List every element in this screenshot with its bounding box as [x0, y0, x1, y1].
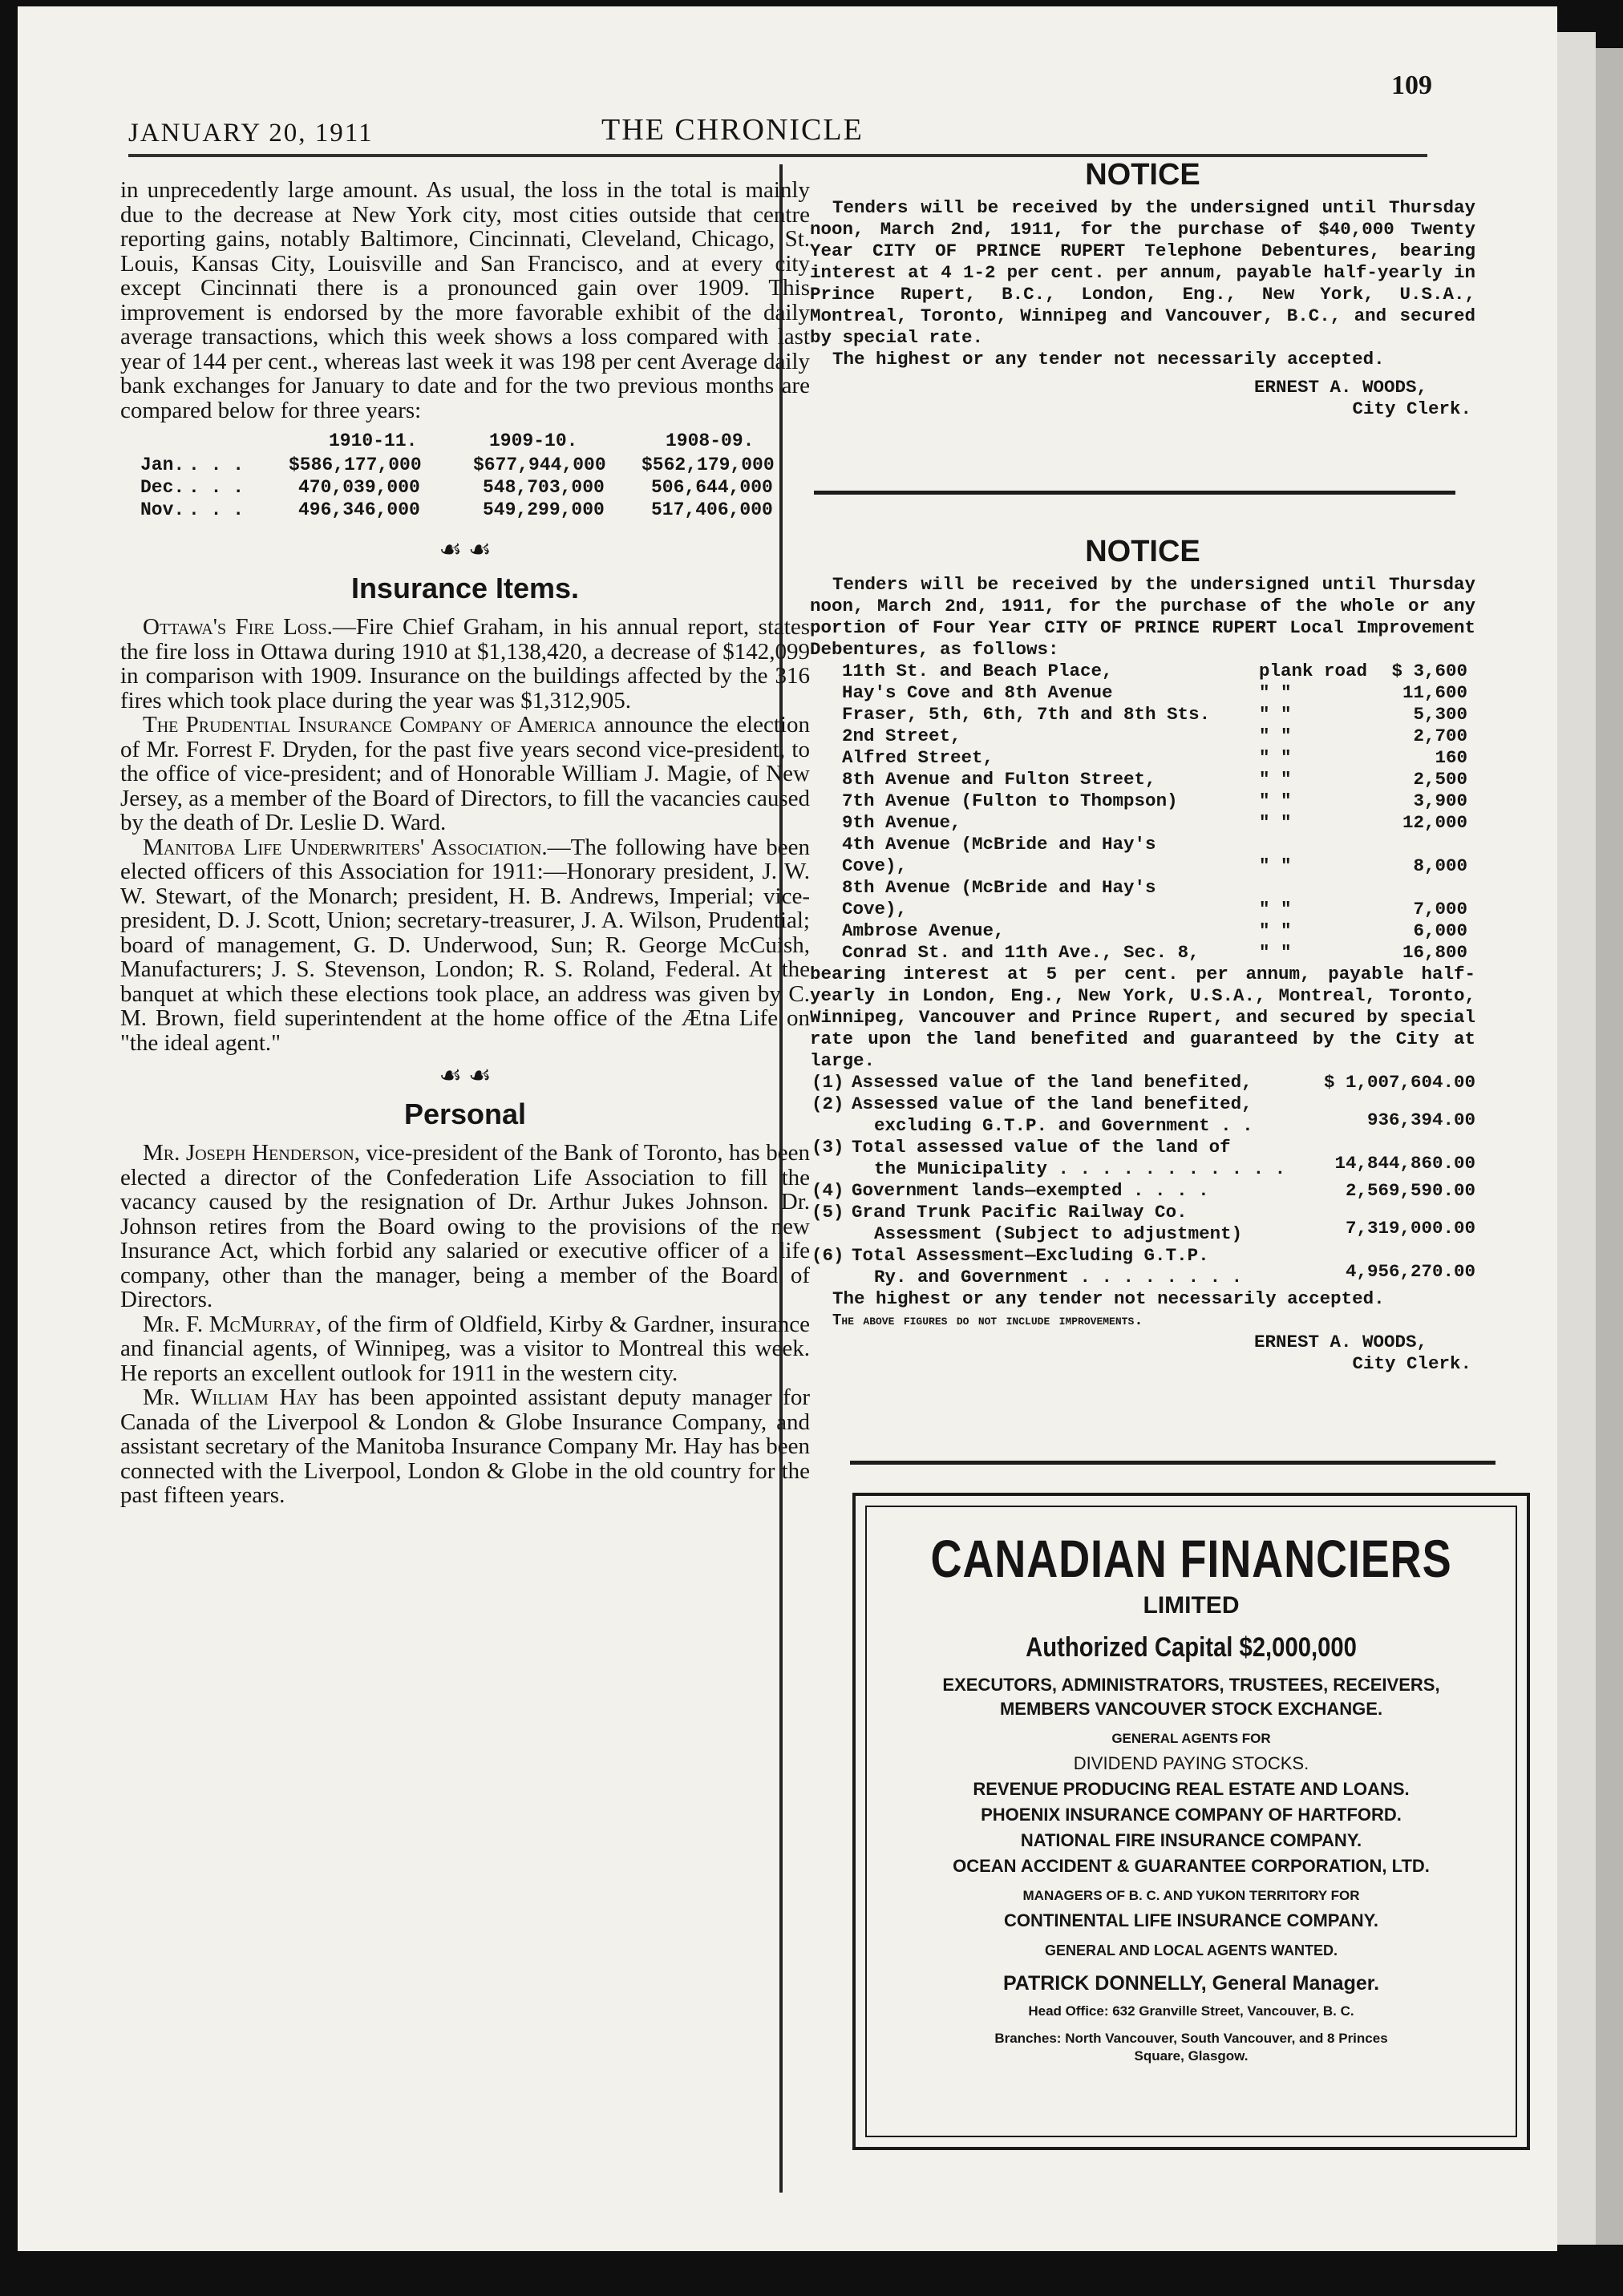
ad-managers: MANAGERS OF B. C. AND YUKON TERRITORY FOR — [1022, 1888, 1360, 1903]
valuation-number: (6) — [812, 1245, 844, 1266]
valuation-label: Grand Trunk Pacific Railway Co. — [852, 1202, 1188, 1223]
valuation-amount: $ 1,007,604.00 — [1323, 1072, 1475, 1093]
ad-continental: CONTINENTAL LIFE INSURANCE COMPANY. — [1004, 1910, 1378, 1930]
valuation-label: Government lands—exempted . . . . — [852, 1180, 1209, 1201]
ad-branches: Square, Glasgow. — [1134, 2048, 1249, 2064]
debenture-row — [810, 726, 1475, 747]
valuation-amount: 2,569,590.00 — [1345, 1180, 1475, 1201]
ad-general-agents: GENERAL AGENTS FOR — [1111, 1731, 1271, 1746]
debenture-row — [810, 704, 1475, 726]
ottawa-fire-item: Ottawa's Fire Loss.—Fire Chief Graham, in his annual report, states the fire loss in Ottawa during 1910 at $1,138,420, a decrease of $142,099 in comparison with 1909. Insurance on the buildings affected by the 316 fires which took place during the year was $1,312,905. — [120, 614, 810, 713]
prudential-item: The Prudential Insurance Company of America announce the election of Mr. Forrest F. Dryden, for the past five years second vice-president, to the office of vice-president; and of Honorable William J. Magie, of New Jersey, as a member of the Board of Directors, to fill the vacancies caused by the death of Dr. Leslie D. Ward. — [120, 712, 810, 835]
debenture-amount: 12,000 — [1402, 812, 1467, 833]
ad-agency: OCEAN ACCIDENT & GUARANTEE CORPORATION, LTD. — [953, 1856, 1430, 1876]
valuation-number: (2) — [812, 1093, 844, 1114]
debenture-amount: 2,500 — [1413, 769, 1467, 790]
debenture-row — [810, 834, 1475, 855]
debenture-street: 9th Avenue, — [842, 812, 961, 833]
debenture-street: Ambrose Avenue, — [842, 920, 1005, 941]
signer-title: City Clerk. — [1352, 398, 1471, 419]
ad-capital: Authorized Capital $2,000,000 — [1026, 1632, 1357, 1663]
debenture-row — [810, 661, 1475, 682]
cell: 517,406,000 — [651, 499, 773, 520]
cell: $586,177,000 — [289, 455, 422, 475]
cell: 470,039,000 — [298, 477, 420, 498]
valuation-amount: 936,394.00 — [1366, 1110, 1475, 1130]
debenture-type: " " — [1259, 704, 1292, 725]
ad-head-office: Head Office: 632 Granville Street, Vancouver, B. C. — [1028, 2003, 1354, 2019]
exchanges-paragraph: in unprecedently large amount. As usual, the loss in the total is mainly due to the decrease at New York city, most cities outside that centre reporting gains, notably Baltimore, Cincinnati, Cleveland, Chicago, St. Louis, Kansas City, Louisville and San Francisco, and at every city except Cincinnati there is a pronounced gain over 1909. This improvement is endorsed by the more favorable exhibit of the daily average transactions, which this week shows a loss compared with last year of 144 per cent., whereas last week it was 198 per cent Average daily bank exchanges for January to date and for the two previous months are compared below for three years: — [120, 177, 810, 423]
section-ornament: ☙ ☙ — [439, 1061, 492, 1089]
debenture-amount: $ 3,600 — [1391, 661, 1467, 681]
valuation-row — [810, 1072, 1475, 1093]
col-header-1909: 1909-10. — [489, 430, 578, 451]
personal-heading: Personal — [403, 1097, 527, 1130]
valuation-row — [810, 1202, 1475, 1245]
binding-shadow — [1596, 48, 1623, 2245]
notice-closing: The highest or any tender not necessarily accepted. — [832, 349, 1385, 370]
exchanges-table: 1910-11. 1909-10. 1908-09. Jan. . . . $586,177,000 $677,944,000 $562,179,000 Dec. . . . 470,039,000 548,703,000 506,644,000 Nov. . . . 496,346,000 549,299,000 517,406,000 — [120, 429, 810, 529]
section-ornament: ☙ ☙ — [439, 535, 492, 564]
notice-caveat: The above figures do not include improvements. — [832, 1312, 1143, 1329]
ad-roles: EXECUTORS, ADMINISTRATORS, TRUSTEES, RECEIVERS, — [942, 1675, 1440, 1695]
cell: 548,703,000 — [483, 477, 605, 498]
valuation-row — [810, 1093, 1475, 1137]
debenture-amount: 11,600 — [1402, 682, 1467, 703]
debenture-street: Conrad St. and 11th Ave., Sec. 8, — [842, 942, 1200, 963]
signer-name: ERNEST A. WOODS, — [1253, 1332, 1427, 1352]
debenture-type: " " — [1259, 942, 1292, 963]
debenture-street: Alfred Street, — [842, 747, 994, 768]
debenture-type: " " — [1259, 855, 1292, 876]
debenture-row — [810, 769, 1475, 790]
valuation-number: (3) — [812, 1137, 844, 1158]
debenture-type: " " — [1259, 769, 1292, 790]
valuation-row — [810, 1137, 1475, 1180]
debenture-amount: 5,300 — [1413, 704, 1467, 725]
debenture-type: " " — [1259, 920, 1292, 941]
notice-body: Tenders will be received by the undersigned until Thursday noon, March 2nd, 1911, for the purchase of $40,000 Twenty Year CITY OF PRINCE RUPERT Telephone Debentures, bearing interest at 4 1-2 per cent. per annum, payable half-yearly in Prince Rupert, B.C., London, Eng., New York, U.S.A., Montreal, Toronto, Winnipeg and Vancouver, B.C., and secured by special rate. — [810, 197, 1475, 348]
ad-agency: REVENUE PRODUCING REAL ESTATE AND LOANS. — [973, 1779, 1410, 1799]
debenture-type: " " — [1259, 899, 1292, 920]
debenture-list — [810, 661, 1475, 964]
debenture-type: " " — [1259, 726, 1292, 746]
debenture-street: 4th Avenue (McBride and Hay's — [842, 834, 1156, 855]
valuation-list — [810, 1072, 1475, 1288]
debenture-street: 7th Avenue (Fulton to Thompson) — [842, 790, 1178, 811]
signer-name: ERNEST A. WOODS, — [1253, 377, 1427, 398]
mcmurray-item: Mr. F. McMurray, of the firm of Oldfield, Kirby & Gardner, insurance and financial agents, of Winnipeg, was a visitor to Montreal this week. He reports an excellent outlook for 1911 in the western city. — [120, 1311, 810, 1386]
debenture-row — [810, 899, 1475, 920]
ad-agency: DIVIDEND PAYING STOCKS. — [1073, 1753, 1309, 1773]
debenture-type: plank road — [1259, 661, 1368, 681]
page-edge — [1557, 32, 1596, 2245]
debenture-type: " " — [1259, 682, 1292, 703]
debenture-street: Fraser, 5th, 6th, 7th and 8th Sts. — [842, 704, 1211, 725]
col-header-1908: 1908-09. — [666, 430, 755, 451]
valuation-label: Assessed value of the land benefited, — [852, 1072, 1253, 1093]
valuation-number: (1) — [812, 1072, 844, 1093]
debenture-amount: 2,700 — [1413, 726, 1467, 746]
valuation-number: (4) — [812, 1180, 844, 1201]
header-rule — [128, 154, 1427, 157]
henderson-item: Mr. Joseph Henderson, vice-president of the Bank of Toronto, has been elected a director of the Confederation Life Association to fill the vacancy caused by the resignation of Dr. Arthur Jukes Johnson. Dr. Johnson retires from the Board owing to the provisions of the new Insurance Act, which forbid any salaried or executive officer of a life company, other than the manager, being a member of the Board of Directors. — [120, 1140, 810, 1312]
debenture-row — [810, 855, 1475, 877]
debenture-street: 8th Avenue and Fulton Street, — [842, 769, 1156, 790]
ad-limited: LIMITED — [1143, 1592, 1240, 1619]
valuation-label: Assessed value of the land benefited, — [852, 1093, 1253, 1114]
debenture-amount: 160 — [1435, 747, 1467, 768]
debenture-street: 8th Avenue (McBride and Hay's — [842, 877, 1156, 898]
debenture-amount: 7,000 — [1413, 899, 1467, 920]
valuation-amount: 4,956,270.00 — [1345, 1261, 1475, 1282]
signer-title: City Clerk. — [1352, 1353, 1471, 1374]
valuation-label-cont: Assessment (Subject to adjustment) — [874, 1223, 1243, 1244]
cell: $677,944,000 — [473, 455, 606, 475]
issue-date: JANUARY 20, 1911 — [128, 119, 374, 148]
notice-divider — [814, 491, 1455, 495]
notice-title: NOTICE — [1085, 158, 1200, 192]
valuation-label-cont: Ry. and Government . . . . . . . . — [874, 1267, 1243, 1287]
valuation-label-cont: the Municipality . . . . . . . . . . . — [874, 1158, 1286, 1179]
debenture-street: 2nd Street, — [842, 726, 961, 746]
valuation-row — [810, 1180, 1475, 1202]
notice-local-improvement — [810, 535, 1475, 1375]
debenture-amount: 6,000 — [1413, 920, 1467, 941]
debenture-amount: 8,000 — [1413, 855, 1467, 876]
debenture-amount: 16,800 — [1402, 942, 1467, 963]
notice-telephone-debentures — [810, 158, 1475, 420]
row-month: Dec. — [140, 477, 185, 498]
valuation-amount: 7,319,000.00 — [1345, 1218, 1475, 1239]
notice-closing: The highest or any tender not necessarily accepted. — [832, 1288, 1385, 1309]
cell: 496,346,000 — [298, 499, 420, 520]
valuation-row — [810, 1245, 1475, 1288]
ad-branches: Branches: North Vancouver, South Vancouver, and 8 Princes — [994, 2031, 1388, 2046]
publication-title: THE CHRONICLE — [601, 113, 864, 147]
valuation-number: (5) — [812, 1202, 844, 1223]
cell: 506,644,000 — [651, 477, 773, 498]
canadian-financiers-ad — [852, 1493, 1530, 2150]
ad-general-manager: PATRICK DONNELLY, General Manager. — [1002, 1972, 1380, 1995]
manitoba-item: Manitoba Life Underwriters' Association.—The following have been elected officers of this Association for 1911:—Honorary president, J. W. W. Stewart, of the Monarch; president, H. B. Andrews, Imperial; vice-president, D. J. Scott, Union; secretary-treasurer, J. A. Wilson, Prudential; board of management, G. D. Underwood, Sun; R. George McCuish, Manufacturers; J. S. Stevenson, London; R. S. Roland, Federal. At the banquet at which these elections took place, an address was given by C. M. Brown, field superintendent at the home office of the Ætna Life on "the ideal agent." — [120, 834, 810, 1056]
valuation-amount: 14,844,860.00 — [1334, 1153, 1475, 1174]
valuation-label: Total assessed value of the land of — [852, 1137, 1231, 1158]
debenture-street: Cove), — [842, 899, 908, 920]
debenture-type: " " — [1259, 812, 1292, 833]
notice-intro: Tenders will be received by the undersigned until Thursday noon, March 2nd, 1911, for the purchase of the whole or any portion of Four Year CITY OF PRINCE RUPERT Local Improvement Debentures, as follows: — [810, 574, 1475, 660]
cell: 549,299,000 — [483, 499, 605, 520]
ad-agency: PHOENIX INSURANCE COMPANY OF HARTFORD. — [981, 1805, 1402, 1825]
ad-agency: NATIONAL FIRE INSURANCE COMPANY. — [1020, 1830, 1362, 1850]
debenture-street: Hay's Cove and 8th Avenue — [842, 682, 1113, 703]
cell: $562,179,000 — [642, 455, 775, 475]
valuation-label-cont: excluding G.T.P. and Government . . — [874, 1115, 1253, 1136]
debenture-type: " " — [1259, 747, 1292, 768]
left-column — [120, 178, 810, 1508]
debenture-row — [810, 790, 1475, 812]
ad-wanted: GENERAL AND LOCAL AGENTS WANTED. — [1044, 1942, 1338, 1958]
debenture-row — [810, 812, 1475, 834]
debenture-row — [810, 942, 1475, 964]
debenture-street: Cove), — [842, 855, 908, 876]
debenture-street: 11th St. and Beach Place, — [842, 661, 1113, 681]
insurance-heading: Insurance Items. — [350, 571, 580, 604]
debenture-type: " " — [1259, 790, 1292, 811]
debenture-row — [810, 920, 1475, 942]
debenture-row — [810, 747, 1475, 769]
notice-title: NOTICE — [1085, 535, 1200, 568]
page-number: 109 — [1391, 71, 1432, 100]
ad-divider — [850, 1461, 1496, 1465]
ad-company-name: CANADIAN FINANCIERS — [930, 1529, 1452, 1588]
row-month: Jan. — [140, 455, 185, 475]
hay-item: Mr. William Hay has been appointed assistant deputy manager for Canada of the Liverpool & London & Globe Insurance Company, and assistant secretary of the Manitoba Insurance Company Mr. Hay has been connected with the Liverpool, London & Globe in the old country for the past fifteen years. — [120, 1384, 810, 1508]
row-month: Nov. — [140, 499, 185, 520]
ad-membership: MEMBERS VANCOUVER STOCK EXCHANGE. — [999, 1699, 1383, 1719]
notice-terms: bearing interest at 5 per cent. per annum, payable half-yearly in London, Eng., New York, U.S.A., Montreal, Toronto, Winnipeg, Vancouver and Prince Rupert, and secured by special rate upon the land benefited and guaranteed by the City at large. — [810, 964, 1475, 1071]
col-header-1910: 1910-11. — [329, 430, 418, 451]
debenture-row — [810, 877, 1475, 899]
page-header — [120, 71, 1435, 152]
valuation-label: Total Assessment—Excluding G.T.P. — [852, 1245, 1209, 1266]
debenture-amount: 3,900 — [1413, 790, 1467, 811]
debenture-row — [810, 682, 1475, 704]
